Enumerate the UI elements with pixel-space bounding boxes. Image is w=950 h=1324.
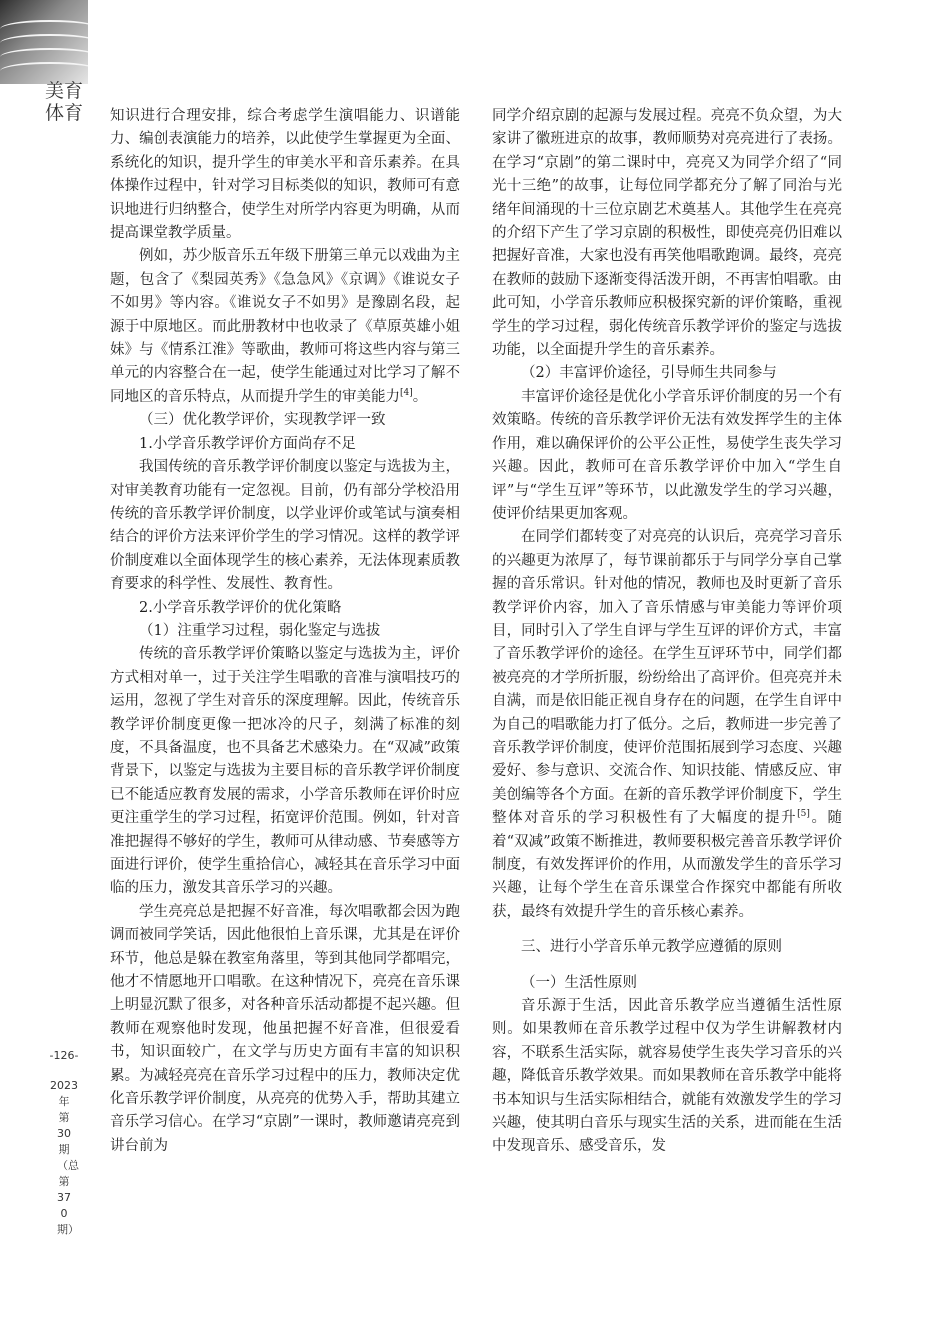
paragraph: 音乐源于生活，因此音乐教学应当遵循生活性原则。如果教师在音乐教学过程中仅为学生讲解教材内容，不联系生活实际，就容易使学生丧失学习音乐的兴趣，降低音乐教学效果。而如果教师在音乐教学中能将书本知识与生活实际相结合，就能有效激发学生的学习兴趣，使其明白音乐与现实生活的关系，进而能在生活中发现音乐、感受音乐，发 [492, 998, 842, 1155]
paragraph: 在同学们都转变了对亮亮的认识后，亮亮学习音乐的兴趣更为浓厚了，每节课前都乐于与同学分享自己掌握的音乐常识。针对他的情况，教师也及时更新了音乐教学评价内容，加入了音乐情感与审美能力等评价项目，同时引入了学生自评与学生互评的评价方式，丰富了音乐教学评价的途径。在学生互评环节中，同学们都被亮亮的才学所折服，纷纷给出了高评价。但亮亮并未自满，而是依旧能正视自身存在的问题，在学生自评中为自己的唱歌能力打了低分。之后，教师进一步完善了音乐教学评价制度，使评价范围拓展到学习态度、兴趣爱好、参与意识、交流合作、知识技能、情感反应、审美创编等各个方面。在新的音乐教学评价制度下，学生整体对音乐的学习积极性有了大幅度的提升[5]。随着“双减”政策不断推进，教师要积极完善音乐教学评价制度，有效发挥评价的作用，从而激发学生的音乐学习兴趣，让每个学生在音乐课堂合作探究中都能有所收获，最终有效提升学生的音乐核心素养。 [492, 529, 843, 920]
subsection-heading: （2）丰富评价途径，引导师生共同参与 [521, 365, 777, 382]
paragraph: 我国传统的音乐教学评价制度以鉴定与选拔为主，对审美教育功能有一定忽视。目前，仍有部分学校沿用传统的音乐教学评价制度，以学业评价或笔试与演奏相结合的评价方法来评价学生的学习情况。这样的教学评价制度难以全面体现学生的核心素养，无法体现素质教育要求的科学性、发展性、教育性。 [110, 459, 460, 593]
paragraph: 学生亮亮总是把握不好音准，每次唱歌都会因为跑调而被同学笑话，因此他很怕上音乐课，尤其是在评价环节，他总是躲在教室角落里，等到其他同学都唱完，他才不情愿地开口唱歌。在这种情况下，亮亮在音乐课上明显沉默了很多，对各种音乐活动都提不起兴趣。但教师在观察他时发现，他虽把握不好音准，但很爱看书，知识面较广，在文学与历史方面有丰富的知识积累。为减轻亮亮在音乐学习过程中的压力，教师决定优化音乐教学评价制度，从亮亮的优势入手，帮助其建立音乐学习信心。在学习“京剧”一课时，教师邀请亮亮到讲台前为 [110, 903, 460, 1154]
issue-info: 年第30期（总第370期） [57, 1095, 79, 1236]
paragraph: 传统的音乐教学评价策略以鉴定与选拔为主，评价方式相对单一，过于关注学生唱歌的音准与演唱技巧的运用，忽视了学生对音乐的深度理解。因此，传统音乐教学评价制度更像一把冰冷的尺子，刻满了标准的刻度，不具备温度，也不具备艺术感染力。在“双减”政策背景下，以鉴定与选拔为主要目标的音乐教学评价制度已不能适应教育发展的需求，小学音乐教师在评价时应更注重学生的学习过程，拓宽评价范围。例如，针对音准把握得不够好的学生，教师可从律动感、节奏感等方面进行评价，使学生重拾信心，减轻其在音乐学习中面临的压力，激发其音乐学习的兴趣。 [110, 646, 460, 897]
section-heading: 三、进行小学音乐单元教学应遵循的原则 [521, 939, 782, 956]
paragraph: 知识进行合理安排，综合考虑学生演唱能力、识谱能力、编创表演能力的培养，以此使学生掌握更为全面、系统化的知识，提升学生的审美水平和音乐素养。在具体操作过程中，针对学习目标类似的知识，教师可有意识地进行归纳整合，使学生对所学内容更为明确，从而提高课堂教学质量。 [110, 108, 460, 242]
paragraph: 例如，苏少版音乐五年级下册第三单元以戏曲为主题，包含了《梨园英秀》《急急风》《京调》《谁说女子不如男》等内容。《谁说女子不如男》是豫剧名段，起源于中原地区。而此册教材中也收录了《草原英雄小姐妹》与《情系江淮》等歌曲，教师可将这些内容与第三单元的内容整合在一起，使学生能通过对比学习了解不同地区的音乐特点，从而提升学生的审美能力[4]。 [110, 248, 460, 405]
section-tag: 美育 体育 [44, 80, 83, 124]
left-column [110, 105, 460, 1158]
subsection-heading: 1.小学音乐教学评价方面尚存不足 [139, 435, 356, 452]
paragraph: 丰富评价途径是优化小学音乐评价制度的另一个有效策略。传统的音乐教学评价无法有效发挥学生的主体作用，难以确保评价的公平公正性，易使学生丧失学习兴趣。因此，教师可在音乐教学评价中加入“学生自评”与“学生互评”等环节，以此激发学生的学习兴趣，使评价结果更加客观。 [492, 388, 842, 522]
page-number: -126- [49, 1049, 79, 1062]
page-side-info [40, 1048, 88, 1238]
citation: [5] [797, 809, 810, 820]
right-column [492, 105, 842, 1159]
citation: [4] [400, 388, 413, 399]
book-decoration [0, 0, 88, 84]
paragraph: 同学介绍京剧的起源与发展过程。亮亮不负众望，为大家讲了徽班进京的故事，教师顺势对亮亮进行了表扬。在学习“京剧”的第二课时中，亮亮又为同学介绍了“同光十三绝”的故事，让每位同学都充分了解了同治与光绪年间涌现的十三位京剧艺术奠基人。其他学生在亮亮的介绍下产生了学习京剧的积极性，即使亮亮仍旧难以把握好音准，大家也没有再笑他唱歌跑调。最终，亮亮在教师的鼓励下逐渐变得活泼开朗，不再害怕唱歌。由此可知，小学音乐教师应积极探究新的评价策略，重视学生的学习过程，弱化传统音乐教学评价的鉴定与选拔功能，以全面提升学生的音乐素养。 [492, 108, 842, 359]
section-heading: （三）优化教学评价，实现教学评一致 [139, 412, 386, 429]
subsection-heading: （1）注重学习过程，弱化鉴定与选拔 [139, 622, 381, 639]
book-page-line [0, 62, 88, 80]
subsection-heading: （一）生活性原则 [521, 974, 637, 991]
subsection-heading: 2.小学音乐教学评价的优化策略 [139, 599, 342, 616]
issue-year: 2023 [50, 1079, 78, 1092]
